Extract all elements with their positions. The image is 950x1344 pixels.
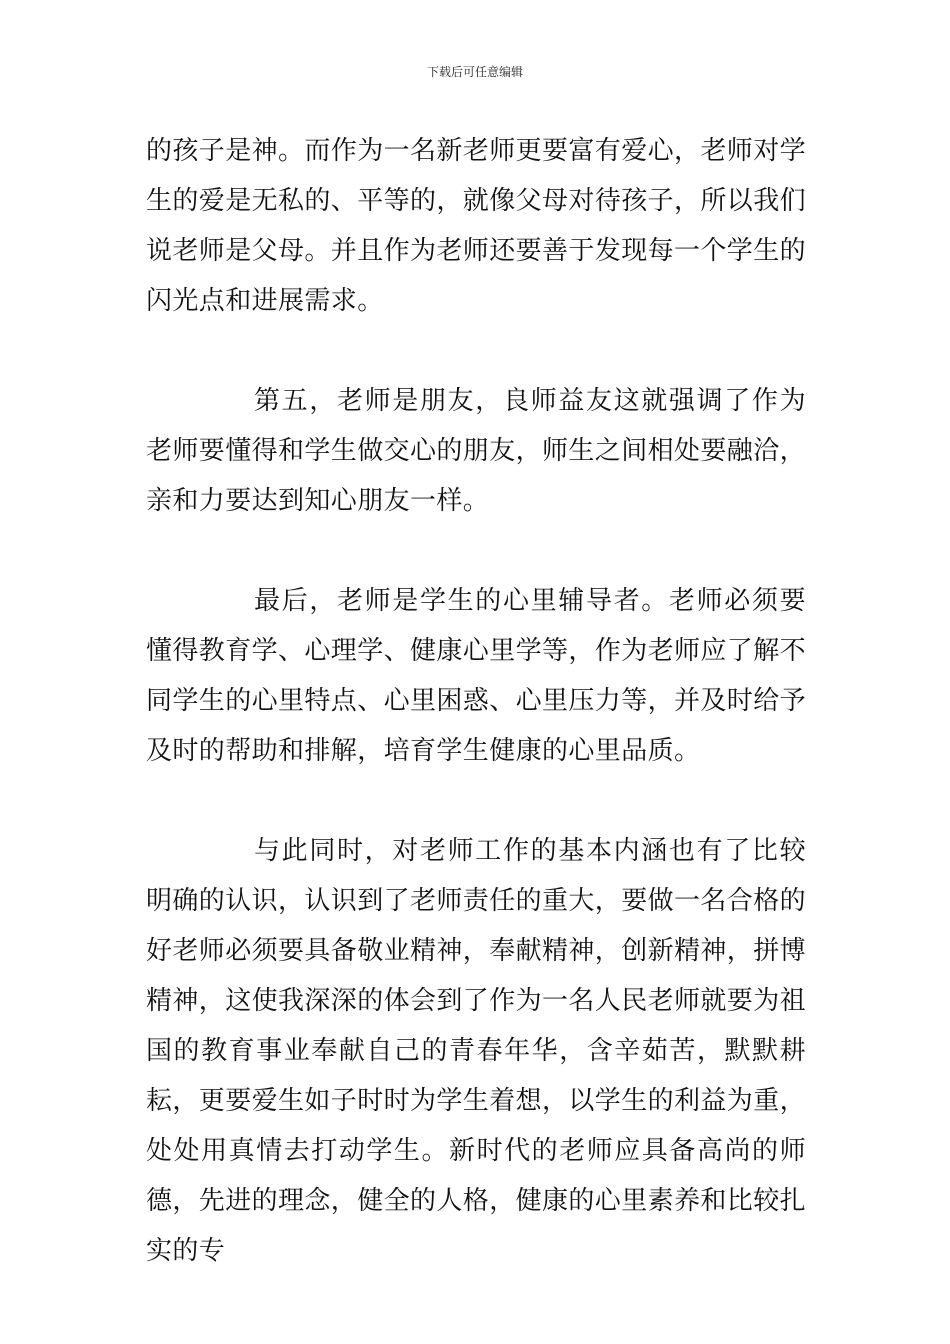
paragraph-gap <box>146 326 806 376</box>
paragraph-continuation: 的孩子是神。而作为一名新老师更要富有爱心，老师对学生的爱是无私的、平等的，就像父母对待孩子，所以我们说老师是父母。并且作为老师还要善于发现每一个学生的闪光点和进展需求。 <box>146 136 807 316</box>
paragraph-gap <box>146 776 806 826</box>
paragraph-teacher-as-friend: 第五，老师是朋友，良师益友这就强调了作为老师要懂得和学生做交心的朋友，师生之间相处要融洽，亲和力要达到知心朋友一样。 <box>146 386 807 516</box>
paragraph-teacher-as-counselor: 最后，老师是学生的心里辅导者。老师必须要懂得教育学、心理学、健康心里学等，作为老师应了解不同学生的心里特点、心里困惑、心里压力等，并及时给予及时的帮助和排解，培育学生健康的心里品质。 <box>146 586 807 766</box>
paragraph-gap <box>146 526 806 576</box>
page-header-note: 下载后可任意编辑 <box>426 65 523 79</box>
paragraph-teacher-responsibility: 与此同时，对老师工作的基本内涵也有了比较明确的认识，认识到了老师责任的重大，要做一名合格的好老师必须要具备敬业精神，奉献精神，创新精神，拼博精神，这使我深深的体会到了作为一名人民老师就要为祖国的教育事业奉献自己的青春年华，含辛茹苦，默默耕耘，更要爱生如子时时为学生着想，以学生的利益为重，处处用真情去打动学生。新时代的老师应具备高尚的师德，先进的理念，健全的人格，健康的心里素养和比较扎实的专 <box>146 836 807 1266</box>
document-body <box>146 126 806 1276</box>
